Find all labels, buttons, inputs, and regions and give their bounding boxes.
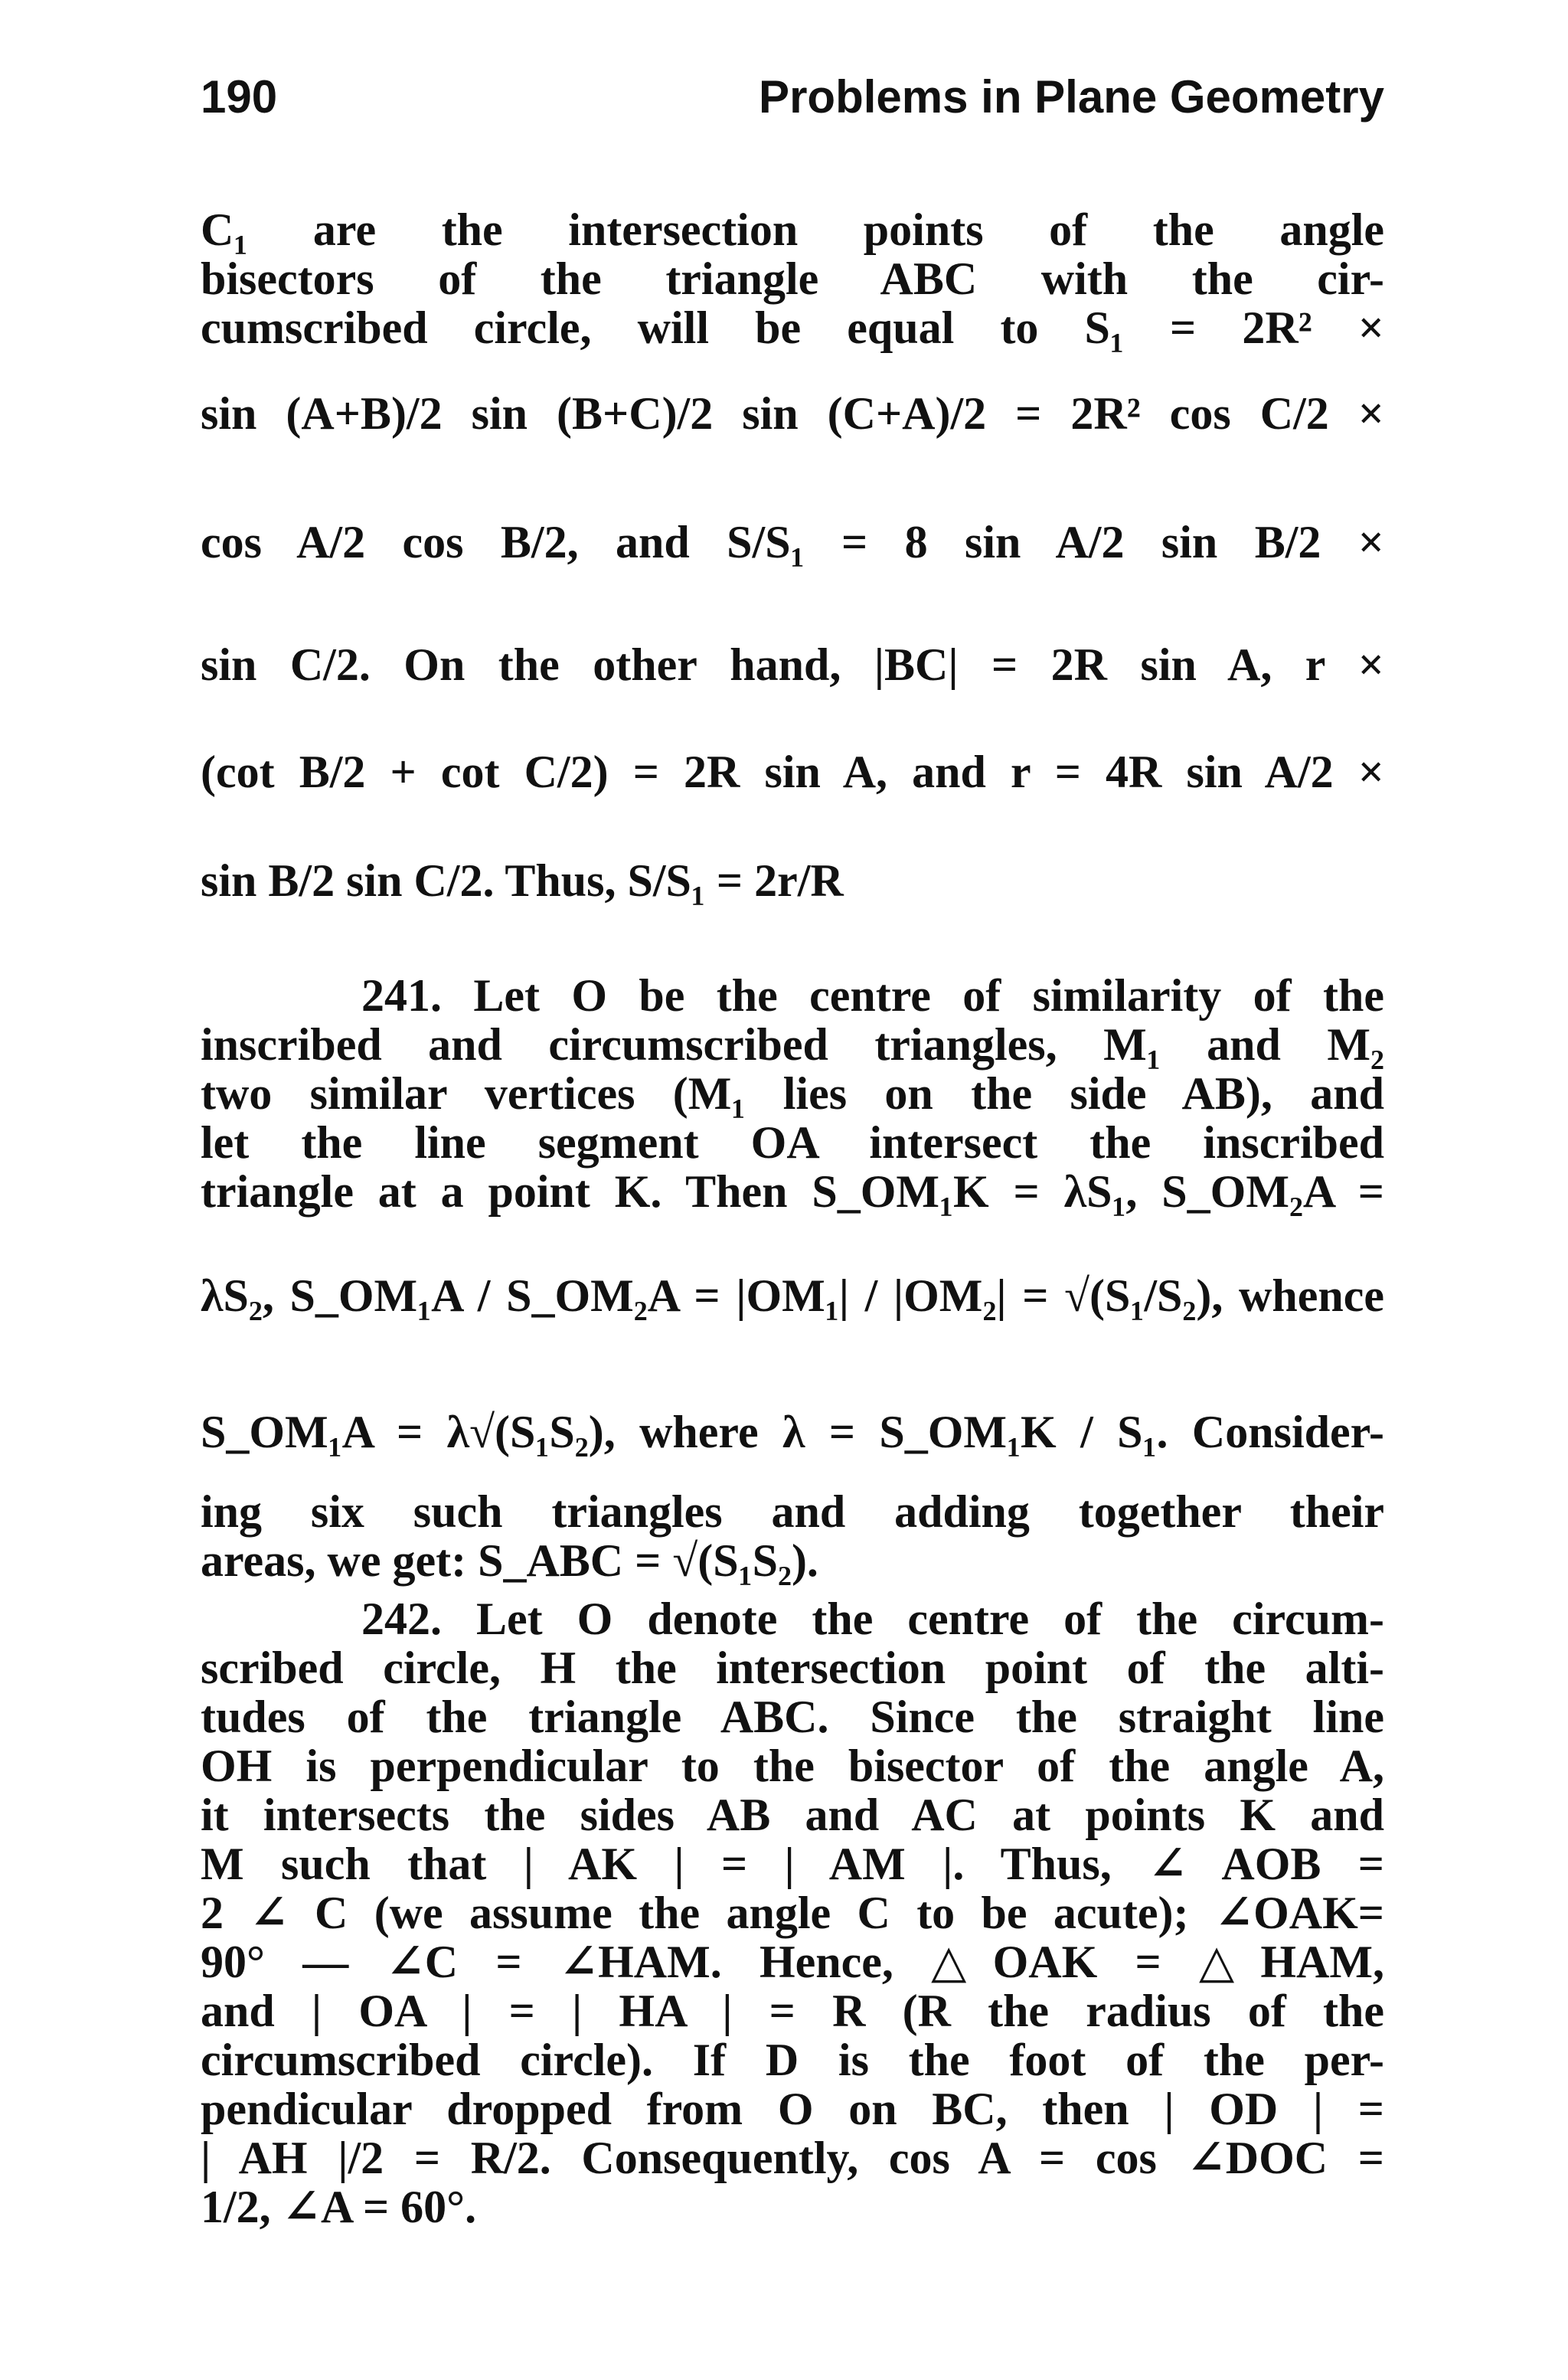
text-line: 242. Let O denote the centre of the circum-: [361, 1594, 1384, 1644]
text-line: tudes of the triangle ABC. Since the straight line: [201, 1692, 1384, 1742]
text-line: circumscribed circle). If D is the foot of the per-: [201, 2035, 1384, 2085]
formula-line: S_OM₁A = λ√(S₁S₂), where λ = S_OM₁K / S₁. Consider-: [201, 1407, 1384, 1457]
running-header: [201, 70, 1384, 132]
text-line: 90° — ∠C = ∠HAM. Hence, △OAK = △HAM,: [201, 1937, 1384, 1987]
text-line: inscribed and circumscribed triangles, M₁ and M₂: [201, 1019, 1384, 1070]
formula-line: cos A/2 cos B/2, and S/S₁ = 8 sin A/2 sin B/2 ×: [201, 517, 1384, 567]
running-title: Problems in Plane Geometry: [759, 71, 1384, 123]
text-line: it intersects the sides AB and AC at points K and: [201, 1790, 1384, 1840]
formula-line: (cot B/2 + cot C/2) = 2R sin A, and r = 4R sin A/2 ×: [201, 747, 1384, 797]
page: [201, 0, 1384, 2380]
text-line: 2 ∠ C (we assume the angle C to be acute); ∠OAK=: [201, 1888, 1384, 1938]
text-line: pendicular dropped from O on BC, then | OD | =: [201, 2084, 1384, 2134]
text-line: ing six such triangles and adding together their: [201, 1486, 1384, 1537]
text-line: two similar vertices (M₁ lies on the side AB), and: [201, 1068, 1384, 1119]
text-line: 1/2, ∠A = 60°.: [201, 2182, 477, 2232]
text-line: | AH |/2 = R/2. Consequently, cos A = cos ∠DOC =: [201, 2133, 1384, 2183]
text-line: areas, we get: S_ABC = √(S₁S₂).: [201, 1535, 818, 1586]
text-line: and | OA | = | HA | = R (R the radius of the: [201, 1986, 1384, 2036]
text-line: cumscribed circle, will be equal to S₁ = 2R² ×: [201, 302, 1384, 353]
text-line: scribed circle, H the intersection point of the alti-: [201, 1643, 1384, 1693]
text-line: 241. Let O be the centre of similarity of the: [361, 970, 1384, 1021]
page-number: 190: [201, 71, 278, 123]
text-line: bisectors of the triangle ABC with the cir-: [201, 253, 1384, 304]
formula-line: λS₂, S_OM₁A / S_OM₂A = |OM₁| / |OM₂| = √(S₁/S₂), whence: [201, 1270, 1384, 1321]
formula-line: sin (A+B)/2 sin (B+C)/2 sin (C+A)/2 = 2R² cos C/2 ×: [201, 388, 1384, 439]
formula-line: sin B/2 sin C/2. Thus, S/S₁ = 2r/R: [201, 855, 844, 906]
text-line: triangle at a point K. Then S_OM₁K = λS₁, S_OM₂A =: [201, 1166, 1384, 1217]
text-line: C₁ are the intersection points of the angle: [201, 204, 1384, 255]
formula-line: sin C/2. On the other hand, |BC| = 2R sin A, r ×: [201, 639, 1384, 690]
text-line: let the line segment OA intersect the inscribed: [201, 1117, 1384, 1168]
text-line: OH is perpendicular to the bisector of the angle A,: [201, 1741, 1384, 1791]
text-line: M such that | AK | = | AM |. Thus, ∠ AOB =: [201, 1839, 1384, 1889]
